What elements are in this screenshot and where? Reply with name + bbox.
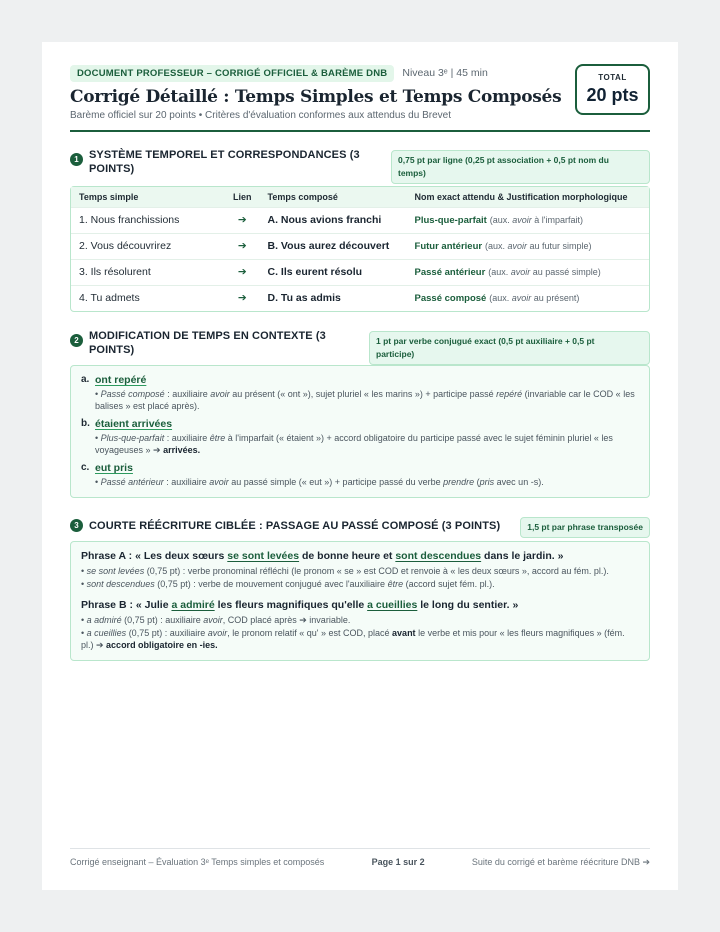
auxiliary: avoir xyxy=(507,241,528,251)
answer-item-a xyxy=(81,374,639,412)
note-text: : auxiliaire xyxy=(163,477,210,487)
section-3-number: 3 xyxy=(70,519,83,532)
total-value: 20 pts xyxy=(586,85,639,105)
highlighted-verb: se sont levées xyxy=(227,550,300,562)
cell-justification xyxy=(407,259,649,285)
auxiliary: avoir xyxy=(207,627,228,638)
answer-note xyxy=(95,432,639,456)
section-2-pill-line2: participe) xyxy=(376,349,415,359)
section-2-title xyxy=(89,329,326,357)
verb: a cueillies xyxy=(86,627,127,638)
answer-verb: ont repéré xyxy=(95,374,147,386)
phrase-text: dans le jardin. » xyxy=(481,550,564,562)
bullet: • xyxy=(95,389,101,399)
auxiliary: être xyxy=(209,433,226,443)
verb: sont descendues xyxy=(86,578,155,589)
column-header: Lien xyxy=(225,187,260,207)
tense-name: Futur antérieur xyxy=(414,241,483,252)
auxiliary: avoir xyxy=(510,267,531,277)
section-2-number: 2 xyxy=(70,334,83,347)
participle: repéré xyxy=(496,389,523,399)
section-3-points-pill: 1,5 pt par phrase transposée xyxy=(520,517,650,538)
highlighted-verb: a admiré xyxy=(171,599,215,611)
rewrite-box xyxy=(70,541,650,661)
phrase-text: de bonne heure et xyxy=(299,550,396,562)
cell-compose: C. Ils eurent résolu xyxy=(260,259,407,285)
section-1-pill-line2: temps) xyxy=(398,168,426,178)
section-1-points-pill xyxy=(391,150,650,184)
phrase-text: Phrase B : « Julie xyxy=(81,599,172,611)
justification xyxy=(488,267,601,277)
column-header: Temps composé xyxy=(260,187,407,207)
justification-text: à l'imparfait) xyxy=(531,215,584,225)
justification xyxy=(489,293,579,303)
answer-note xyxy=(95,476,639,488)
section-2-title-line2: POINTS) xyxy=(89,344,135,356)
cell-compose: A. Nous avions franchi xyxy=(260,207,407,233)
answer-note xyxy=(95,388,639,412)
agreement-result: accord obligatoire en -ies. xyxy=(106,640,218,650)
justification-text: au futur simple) xyxy=(527,241,592,251)
highlighted-verb: sont descendues xyxy=(395,550,482,562)
tense: Passé antérieur xyxy=(100,477,164,487)
note-text: : auxiliaire xyxy=(164,433,210,443)
section-1-title xyxy=(89,148,360,176)
participle: pris xyxy=(479,477,495,487)
section-3 xyxy=(70,517,650,661)
auxiliary: avoir xyxy=(203,615,223,625)
header-meta xyxy=(70,64,650,82)
table-row xyxy=(71,233,649,259)
cell-simple: 1. Nous franchissions xyxy=(71,207,225,233)
section-2 xyxy=(70,329,650,498)
section-2-title-line1: MODIFICATION DE TEMPS EN CONTEXTE (3 xyxy=(89,330,326,342)
note-text: (0,75 pt) : auxiliaire xyxy=(121,615,204,625)
note-text: , COD placé après ➔ invariable. xyxy=(222,615,351,625)
cell-justification xyxy=(407,285,649,311)
cell-justification xyxy=(407,207,649,233)
table-header-row xyxy=(71,187,649,207)
agreement-result: arrivées. xyxy=(163,445,201,455)
section-1-pill-line1: 0,75 pt par ligne (0,25 pt association + 0,5 pt nom du xyxy=(398,155,609,165)
cell-compose: B. Vous aurez découvert xyxy=(260,233,407,259)
phrase-text: les fleurs magnifiques qu'elle xyxy=(214,599,368,611)
cell-simple: 2. Vous découvrirez xyxy=(71,233,225,259)
phrase-b xyxy=(81,598,639,612)
bullet: • xyxy=(95,433,101,443)
cell-justification xyxy=(407,233,649,259)
highlighted-verb: a cueillies xyxy=(367,599,418,611)
note-text: (0,75 pt) : verbe de mouvement conjugué avec l'auxiliaire xyxy=(154,578,388,589)
answers-box xyxy=(70,365,650,498)
justification-text: au présent) xyxy=(531,293,580,304)
phrase-a xyxy=(81,549,639,563)
table-row xyxy=(71,285,649,311)
tense-name: Passé composé xyxy=(414,293,487,305)
table-row xyxy=(71,207,649,233)
justification-text: au passé simple) xyxy=(530,267,601,277)
section-2-points-pill xyxy=(369,331,650,365)
arrow-icon: ➔ xyxy=(225,285,260,311)
note-text: : auxiliaire xyxy=(164,389,211,399)
auxiliary: avoir xyxy=(511,293,532,304)
answer-letter: b. xyxy=(81,418,90,429)
note-text: au passé simple (« eut ») + participe passé du verbe xyxy=(228,477,444,487)
phrase-a-note-1: • se sont levées (0,75 pt) : verbe pronominal réfléchi (le pronom « se » est COD et renvoie à « les deux sœurs », accord au fém. pl.). xyxy=(81,566,609,576)
footer-next-link[interactable]: Suite du corrigé et barème réécriture DNB ➔ xyxy=(471,857,650,867)
phrase-text: le long du sentier. » xyxy=(417,599,519,611)
answer-letter: c. xyxy=(81,462,90,473)
column-header: Temps simple xyxy=(71,187,225,207)
section-1-header xyxy=(70,148,650,184)
verb: se sont levées xyxy=(86,566,145,576)
note-text: au présent (« ont »), sujet pluriel « les marins ») + participe passé xyxy=(229,389,497,399)
note-text: à l'imparfait (« étaient ») + accord obligatoire du participe passé avec le sujet féminin pluriel « les voyageuses » ➔ xyxy=(95,433,613,455)
cell-simple: 4. Tu admets xyxy=(71,285,225,311)
infinitive: prendre xyxy=(443,477,475,487)
section-1-title-line1: SYSTÈME TEMPOREL ET CORRESPONDANCES (3 xyxy=(89,149,360,161)
section-3-header xyxy=(70,517,650,539)
page-footer xyxy=(70,848,650,868)
justification xyxy=(490,215,583,225)
note-text: ( xyxy=(474,477,480,487)
section-3-title: COURTE RÉÉCRITURE CIBLÉE : PASSAGE AU PASSÉ COMPOSÉ (3 POINTS) xyxy=(89,520,501,532)
note-text: le verbe et mis pour « les fleurs magnifiques » (fém. pl.) ➔ xyxy=(81,627,625,650)
tense-name: Plus-que-parfait xyxy=(414,215,487,226)
note-text: , le pronom relatif « qu' » est COD, placé xyxy=(227,627,393,638)
total-label: TOTAL xyxy=(598,73,627,82)
footer-left: Corrigé enseignant – Évaluation 3ᵉ Temps simples et composés xyxy=(70,857,325,867)
note-text: (0,75 pt) : verbe pronominal réfléchi (le pronom « se » est COD et renvoie à « les deux sœurs », accord au fém. pl.). xyxy=(144,566,609,576)
justification xyxy=(485,241,592,251)
column-header: Nom exact attendu & Justification morphologique xyxy=(407,187,649,207)
justification-text: (aux. xyxy=(488,267,511,277)
answer-verb: étaient arrivées xyxy=(95,418,173,430)
phrase-b-note-2: • a cueillies (0,75 pt) : auxiliaire avoir, le pronom relatif « qu' » est COD, placé avant le verbe et mis pour « les fleurs magnifiques » (fém. pl.) ➔ accord obligatoire en -ies. xyxy=(81,627,625,650)
correspondence-table xyxy=(71,187,649,311)
total-points-box xyxy=(575,64,650,115)
tense: Plus-que-parfait xyxy=(100,433,165,443)
section-2-header xyxy=(70,329,650,365)
note-text: (accord sujet fém. pl.). xyxy=(403,578,495,589)
answer-item-c xyxy=(81,462,639,488)
page xyxy=(42,42,678,890)
page-title: Corrigé Détaillé : Temps Simples et Temps Composés xyxy=(70,87,562,107)
arrow-icon: ➔ xyxy=(225,207,260,233)
note-text: (invariable car le COD « les balises » est placé après). xyxy=(95,389,635,411)
phrase-text: Phrase A : « Les deux sœurs xyxy=(81,550,228,562)
justification-text: (aux. xyxy=(489,215,513,225)
tense-name: Passé antérieur xyxy=(414,267,486,278)
bullet: • xyxy=(95,477,101,487)
niveau-label: Niveau 3ᵉ | 45 min xyxy=(402,67,488,79)
tense: Passé composé xyxy=(100,389,165,399)
section-2-pill-line1: 1 pt par verbe conjugué exact (0,5 pt auxiliaire + 0,5 pt xyxy=(376,336,595,346)
phrase-a-note-2: • sont descendues (0,75 pt) : verbe de mouvement conjugué avec l'auxiliaire être (accord sujet fém. pl.). xyxy=(81,578,495,589)
section-1-title-line2: POINTS) xyxy=(89,163,135,175)
table-row xyxy=(71,259,649,285)
section-1-number: 1 xyxy=(70,153,83,166)
answer-item-b xyxy=(81,418,639,456)
answer-letter: a. xyxy=(81,374,90,385)
header-divider xyxy=(70,130,650,132)
justification-text: (aux. xyxy=(489,293,512,304)
justification-text: (aux. xyxy=(485,241,508,251)
cell-simple: 3. Ils résolurent xyxy=(71,259,225,285)
answer-verb: eut pris xyxy=(95,462,133,474)
auxiliary: avoir xyxy=(210,389,230,399)
note-text: (0,75 pt) : auxiliaire xyxy=(126,627,208,638)
auxiliary: avoir xyxy=(209,477,229,487)
phrase-b-note-1: • a admiré (0,75 pt) : auxiliaire avoir, COD placé après ➔ invariable. xyxy=(81,615,351,625)
section-1 xyxy=(70,148,650,312)
page-number: Page 1 sur 2 xyxy=(371,857,425,867)
emphasis: avant xyxy=(392,627,416,638)
auxiliary: avoir xyxy=(512,215,532,225)
correspondence-table-box xyxy=(70,186,650,312)
note-text: avec un -s). xyxy=(494,477,544,487)
cell-compose: D. Tu as admis xyxy=(260,285,407,311)
verb: a admiré xyxy=(86,615,122,625)
arrow-icon: ➔ xyxy=(225,233,260,259)
document-badge: DOCUMENT PROFESSEUR – CORRIGÉ OFFICIEL & BARÈME DNB xyxy=(70,65,394,82)
page-subtitle: Barème officiel sur 20 points • Critères d'évaluation conformes aux attendus du Brevet xyxy=(70,110,451,121)
arrow-icon: ➔ xyxy=(225,259,260,285)
page-content xyxy=(70,64,650,650)
auxiliary: être xyxy=(387,578,404,589)
